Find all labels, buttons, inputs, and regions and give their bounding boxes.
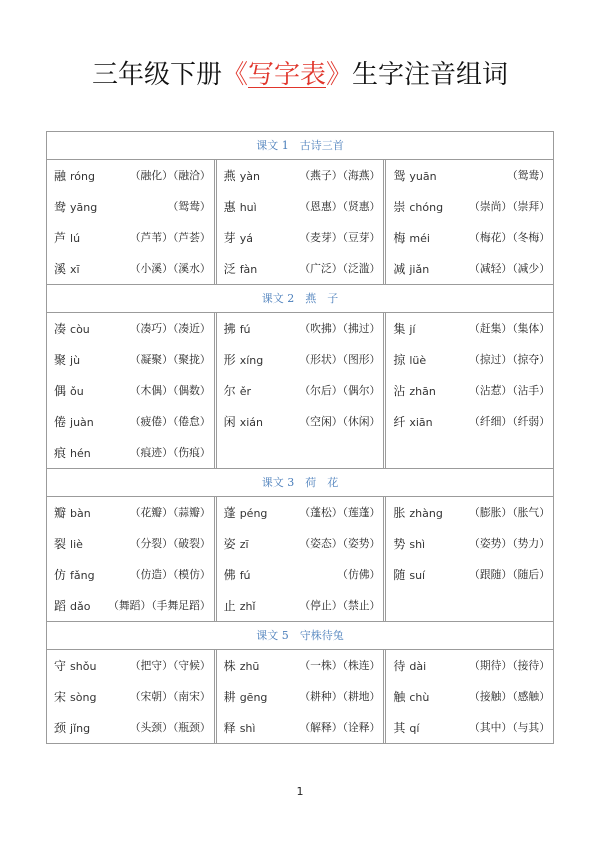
vocab-column <box>383 313 553 468</box>
vocab-entry <box>54 375 211 406</box>
entry-character: 随 <box>393 568 406 582</box>
entry-character: 耕 <box>223 690 236 704</box>
entry-head <box>393 535 425 552</box>
title-highlight: 写字表 <box>247 60 326 90</box>
entry-head <box>224 719 256 736</box>
entry-words: （耕种）（耕地） <box>299 690 381 703</box>
entry-words: （期待）（接待） <box>469 659 551 672</box>
entry-pinyin: juàn <box>70 416 94 429</box>
entry-character: 融 <box>54 169 67 183</box>
entry-pinyin: ěr <box>239 385 251 398</box>
vocab-entry <box>393 406 550 437</box>
entry-words: （痕迹）（伤痕） <box>129 446 211 459</box>
entry-pinyin: ǒu <box>70 385 84 398</box>
entry-character: 芽 <box>223 231 236 245</box>
vocab-entry <box>54 681 211 712</box>
vocab-entry <box>224 160 381 191</box>
entry-words: （舞蹈）（手舞足蹈） <box>108 599 211 612</box>
entry-head <box>224 320 251 337</box>
entry-head <box>393 198 443 215</box>
vocab-column <box>214 313 384 468</box>
entry-character: 凑 <box>54 322 67 336</box>
vocab-entry <box>393 344 550 375</box>
entry-head <box>393 260 429 277</box>
entry-pinyin: xī <box>70 263 80 276</box>
entry-pinyin: xíng <box>239 354 264 367</box>
entry-head <box>393 688 429 705</box>
entry-head <box>54 657 96 674</box>
entry-head <box>393 657 426 674</box>
vocab-entry <box>224 590 381 621</box>
vocab-entry <box>393 313 550 344</box>
entry-head <box>54 535 83 552</box>
entry-words: （芦苇）（芦荟） <box>129 231 211 244</box>
entry-words: （恩惠）（贤惠） <box>299 200 381 213</box>
entry-words: （把守）（守候） <box>129 659 211 672</box>
vocab-column <box>214 497 384 621</box>
vocab-entry <box>54 253 211 284</box>
entry-character: 燕 <box>223 169 236 183</box>
entry-character: 仿 <box>54 568 67 582</box>
entry-head <box>224 413 263 430</box>
entry-words: （掠过）（掠夺） <box>469 353 551 366</box>
entry-character: 减 <box>393 262 406 276</box>
entry-character: 闲 <box>223 415 236 429</box>
entry-pinyin: péng <box>239 507 268 520</box>
entry-pinyin: shì <box>239 722 256 735</box>
entry-head <box>54 597 90 614</box>
entry-pinyin: dài <box>409 660 427 673</box>
entry-pinyin: zhān <box>409 385 436 398</box>
vocab-entry <box>224 253 381 284</box>
vocab-entry <box>54 406 211 437</box>
entry-pinyin: zhàng <box>409 507 443 520</box>
entry-head <box>224 597 256 614</box>
entry-words: （凝聚）（聚拢） <box>129 353 211 366</box>
entry-character: 姿 <box>223 537 236 551</box>
entry-pinyin: jǐng <box>70 722 91 735</box>
entry-character: 尔 <box>223 384 236 398</box>
section-header: 课文 3 荷 花 <box>47 469 553 497</box>
section-body <box>47 160 553 285</box>
entry-pinyin: lú <box>70 232 81 245</box>
entry-pinyin: liè <box>70 538 83 551</box>
entry-pinyin: jiǎn <box>409 263 430 276</box>
entry-pinyin: lüè <box>409 354 427 367</box>
entry-pinyin: sòng <box>70 691 97 704</box>
entry-head <box>224 535 249 552</box>
vocab-entry <box>224 528 381 559</box>
entry-words: （姿态）（姿势） <box>299 537 381 550</box>
vocab-entry <box>224 191 381 222</box>
entry-words: （疲倦）（倦怠） <box>129 415 211 428</box>
entry-head <box>224 198 257 215</box>
entry-words: （解释）（诠释） <box>299 721 381 734</box>
entry-pinyin: suí <box>409 569 426 582</box>
vocab-column <box>214 650 384 743</box>
entry-words: （麦芽）（豆芽） <box>299 231 381 244</box>
vocab-entry <box>224 375 381 406</box>
vocab-entry <box>393 253 550 284</box>
entry-pinyin: jí <box>409 323 416 336</box>
entry-character: 止 <box>223 599 236 613</box>
title-bracket-open: 《 <box>221 60 248 90</box>
vocab-entry <box>54 313 211 344</box>
vocab-column <box>47 313 214 468</box>
entry-words: （凑巧）（凑近） <box>129 322 211 335</box>
entry-words: （蓬松）（莲蓬） <box>299 506 381 519</box>
entry-words: （其中）（与其） <box>469 721 551 734</box>
vocab-entry <box>54 528 211 559</box>
entry-character: 佛 <box>223 568 236 582</box>
entry-head <box>54 688 96 705</box>
entry-words: （小溪）（溪水） <box>129 262 211 275</box>
entry-pinyin: yàn <box>239 170 260 183</box>
entry-pinyin: xián <box>239 416 263 429</box>
entry-words: （鸳鸯） <box>506 169 551 182</box>
entry-words: （木偶）（偶数） <box>129 384 211 397</box>
entry-words: （空闲）（休闲） <box>299 415 381 428</box>
entry-words: （宋朝）（南宋） <box>129 690 211 703</box>
entry-character: 痕 <box>54 446 67 460</box>
vocab-entry <box>393 222 550 253</box>
vocab-column <box>47 497 214 621</box>
vocab-entry <box>393 375 550 406</box>
vocab-entry <box>54 497 211 528</box>
entry-character: 株 <box>223 659 236 673</box>
vocab-entry <box>393 191 550 222</box>
entry-pinyin: chù <box>409 691 430 704</box>
vocab-column <box>47 160 214 284</box>
entry-pinyin: shǒu <box>70 660 97 673</box>
entry-words: （一株）（株连） <box>299 659 381 672</box>
entry-words: （梅花）（冬梅） <box>469 231 551 244</box>
section-header: 课文 2 燕 子 <box>47 285 553 313</box>
entry-words: （沾惹）（沾手） <box>469 384 551 397</box>
entry-pinyin: bàn <box>70 507 91 520</box>
entry-character: 崇 <box>393 200 406 214</box>
entry-head <box>54 444 91 461</box>
entry-words: （姿势）（势力） <box>469 537 551 550</box>
entry-pinyin: fú <box>239 569 251 582</box>
vocab-entry <box>393 559 550 590</box>
entry-pinyin: dǎo <box>70 600 91 613</box>
entry-head <box>224 382 251 399</box>
title-suffix: 生字注音组词 <box>352 60 509 90</box>
entry-character: 鸯 <box>54 200 67 214</box>
entry-pinyin: zī <box>239 538 249 551</box>
vocab-entry <box>224 344 381 375</box>
entry-head <box>224 688 268 705</box>
entry-pinyin: fú <box>239 323 251 336</box>
entry-head <box>393 167 436 184</box>
entry-character: 拂 <box>223 322 236 336</box>
entry-pinyin: jù <box>70 354 81 367</box>
vocab-column <box>383 650 553 743</box>
entry-character: 鸳 <box>393 169 406 183</box>
entry-words: （形状）（图形） <box>299 353 381 366</box>
entry-character: 沾 <box>393 384 406 398</box>
entry-pinyin: huì <box>239 201 257 214</box>
entry-pinyin: zhū <box>239 660 260 673</box>
entry-head <box>224 351 264 368</box>
vocab-entry <box>54 160 211 191</box>
entry-pinyin: fǎng <box>70 569 95 582</box>
vocab-entry <box>54 191 211 222</box>
entry-head <box>54 719 90 736</box>
entry-head <box>393 382 435 399</box>
entry-character: 宋 <box>54 690 67 704</box>
entry-pinyin: zhǐ <box>239 600 256 613</box>
vocab-entry <box>224 406 381 437</box>
entry-head <box>393 504 442 521</box>
entry-words: （停止）（禁止） <box>299 599 381 612</box>
vocab-entry <box>393 650 550 681</box>
vocab-entry <box>54 222 211 253</box>
section-body <box>47 650 553 743</box>
entry-character: 掠 <box>393 353 406 367</box>
entry-character: 颈 <box>54 721 67 735</box>
entry-pinyin: shì <box>409 538 426 551</box>
entry-head <box>54 320 90 337</box>
entry-character: 胀 <box>393 506 406 520</box>
entry-character: 触 <box>393 690 406 704</box>
vocab-entry <box>54 590 211 621</box>
entry-words: （尔后）（偶尔） <box>299 384 381 397</box>
entry-head <box>54 504 91 521</box>
entry-head <box>54 382 84 399</box>
entry-head <box>393 351 426 368</box>
vocab-entry <box>393 497 550 528</box>
section-body <box>47 313 553 469</box>
entry-character: 泛 <box>223 262 236 276</box>
entry-pinyin: qí <box>409 722 420 735</box>
entry-head <box>54 260 80 277</box>
entry-character: 倦 <box>54 415 67 429</box>
entry-words: （膨胀）（胀气） <box>469 506 551 519</box>
entry-character: 瓣 <box>54 506 67 520</box>
title-prefix: 三年级下册 <box>91 60 222 90</box>
vocab-entry <box>224 650 381 681</box>
entry-head <box>54 198 97 215</box>
vocab-entry <box>54 712 211 743</box>
vocab-entry <box>224 559 381 590</box>
entry-head <box>224 566 251 583</box>
entry-pinyin: chóng <box>409 201 444 214</box>
entry-pinyin: gēng <box>239 691 268 704</box>
page-title <box>0 58 600 92</box>
entry-head <box>393 229 430 246</box>
entry-pinyin: còu <box>70 323 90 336</box>
entry-pinyin: xiān <box>409 416 433 429</box>
entry-pinyin: méi <box>409 232 430 245</box>
entry-head <box>224 167 260 184</box>
section-header: 课文 1 古诗三首 <box>47 132 553 160</box>
vocab-column <box>383 160 553 284</box>
entry-words: （赶集）（集体） <box>469 322 551 335</box>
vocab-entry <box>54 344 211 375</box>
entry-words: （吹拂）（拂过） <box>299 322 381 335</box>
entry-words: （燕子）（海燕） <box>299 169 381 182</box>
vocabulary-table <box>46 131 554 744</box>
entry-head <box>54 167 95 184</box>
section-body <box>47 497 553 622</box>
vocab-entry <box>54 650 211 681</box>
entry-character: 势 <box>393 537 406 551</box>
vocab-entry <box>393 712 550 743</box>
entry-head <box>393 320 415 337</box>
entry-character: 纤 <box>393 415 406 429</box>
page-number: 1 <box>296 785 304 798</box>
entry-words: （跟随）（随后） <box>469 568 551 581</box>
entry-head <box>54 351 80 368</box>
entry-character: 惠 <box>223 200 236 214</box>
entry-character: 释 <box>223 721 236 735</box>
entry-words: （减轻）（减少） <box>469 262 551 275</box>
section-header: 课文 5 守株待兔 <box>47 622 553 650</box>
entry-words: （广泛）（泛滥） <box>299 262 381 275</box>
entry-head <box>54 566 95 583</box>
entry-character: 蹈 <box>54 599 67 613</box>
entry-head <box>224 504 268 521</box>
entry-character: 集 <box>393 322 406 336</box>
entry-pinyin: yá <box>239 232 253 245</box>
entry-character: 聚 <box>54 353 67 367</box>
entry-pinyin: fàn <box>239 263 258 276</box>
vocab-entry <box>393 681 550 712</box>
entry-character: 形 <box>223 353 236 367</box>
vocab-entry <box>393 528 550 559</box>
entry-head <box>224 229 253 246</box>
vocab-entry <box>224 222 381 253</box>
entry-words: （融化）（融洽） <box>129 169 211 182</box>
entry-character: 偶 <box>54 384 67 398</box>
vocab-entry <box>224 497 381 528</box>
entry-words: （崇尚）（崇拜） <box>469 200 551 213</box>
entry-words: （仿造）（模仿） <box>129 568 211 581</box>
entry-character: 蓬 <box>223 506 236 520</box>
entry-head <box>393 413 432 430</box>
vocab-entry <box>224 681 381 712</box>
entry-character: 守 <box>54 659 67 673</box>
vocab-entry <box>54 559 211 590</box>
entry-words: （花瓣）（蒜瓣） <box>129 506 211 519</box>
entry-head <box>54 229 80 246</box>
vocab-entry <box>393 160 550 191</box>
vocab-column <box>214 160 384 284</box>
vocab-column <box>383 497 553 621</box>
title-bracket-close: 》 <box>326 60 353 90</box>
entry-pinyin: hén <box>70 447 91 460</box>
entry-head <box>54 413 94 430</box>
entry-character: 待 <box>393 659 406 673</box>
entry-words: （分裂）（破裂） <box>129 537 211 550</box>
entry-character: 裂 <box>54 537 67 551</box>
vocab-entry <box>224 313 381 344</box>
entry-character: 其 <box>393 721 406 735</box>
entry-words: （仿佛） <box>337 568 381 581</box>
vocab-column <box>47 650 214 743</box>
entry-pinyin: yāng <box>70 201 98 214</box>
entry-words: （纤细）（纤弱） <box>469 415 551 428</box>
entry-head <box>224 260 258 277</box>
entry-words: （鸳鸯） <box>167 200 211 213</box>
entry-character: 梅 <box>393 231 406 245</box>
entry-pinyin: yuān <box>409 170 437 183</box>
entry-head <box>224 657 260 674</box>
entry-character: 芦 <box>54 231 67 245</box>
entry-pinyin: róng <box>70 170 95 183</box>
vocab-entry <box>54 437 211 468</box>
entry-words: （头颈）（瓶颈） <box>129 721 211 734</box>
entry-head <box>393 566 425 583</box>
vocab-entry <box>224 712 381 743</box>
entry-character: 溪 <box>54 262 67 276</box>
entry-words: （接触）（感触） <box>469 690 551 703</box>
entry-head <box>393 719 419 736</box>
